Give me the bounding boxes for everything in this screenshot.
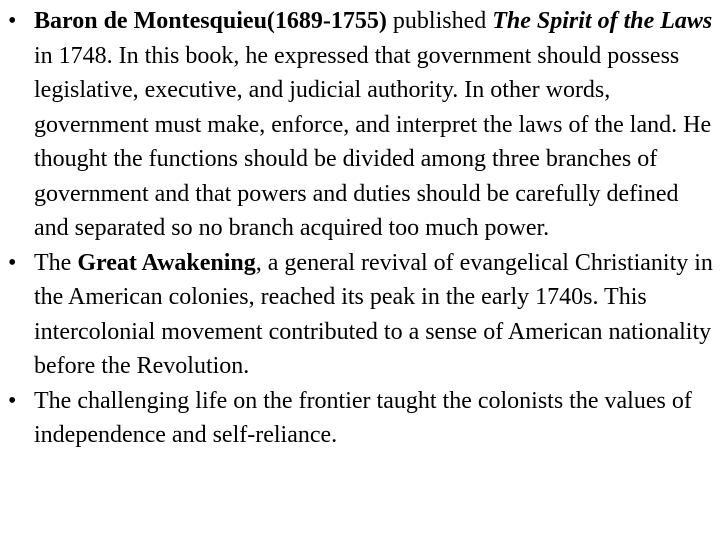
bullet-list xyxy=(8,4,716,453)
bullet-icon: • xyxy=(8,387,17,414)
great-awakening-lead: The xyxy=(34,249,78,276)
book-title: The Spirit of the Laws xyxy=(492,8,713,34)
bullet-great-awakening xyxy=(8,246,716,384)
montesquieu-description: in 1748. In this book, he expressed that government should possess legislative, executive, and judicial authority. In other words, government must make, enforce, and interpret the laws of the land. He thought the functions should be divided among three branches of government and that powers and duties should be carefully defined and separated so no branch acquired too much power. xyxy=(34,42,712,241)
bullet-montesquieu xyxy=(8,4,716,246)
frontier-text: The challenging life on the frontier taught the colonists the values of independence and self-reliance. xyxy=(34,387,692,448)
published-text: published xyxy=(386,8,493,34)
montesquieu-name: Baron de Montesquieu(1689-1755) xyxy=(34,8,387,34)
great-awakening-term: Great Awakening xyxy=(77,249,256,276)
bullet-icon: • xyxy=(8,8,17,34)
bullet-frontier xyxy=(8,384,716,453)
bullet-icon: • xyxy=(8,249,17,276)
great-awakening-description: , a general revival of evangelical Christianity in the American colonies, reached its peak in the early 1740s. This intercolonial movement contributed to a sense of American nationality before the Revolution. xyxy=(34,249,713,379)
